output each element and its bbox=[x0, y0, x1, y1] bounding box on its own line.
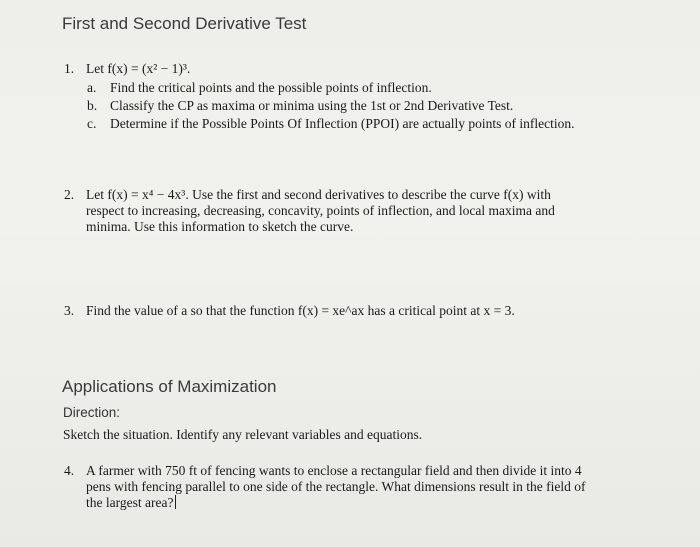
part-text: Classify the CP as maxima or minima using the 1st or 2nd Derivative Test. bbox=[110, 98, 514, 113]
section-title: First and Second Derivative Test bbox=[62, 14, 307, 33]
part-letter: a. bbox=[87, 80, 97, 95]
text-line[interactable] bbox=[86, 495, 585, 511]
part-letter: c. bbox=[87, 116, 97, 131]
section-title: Applications of Maximization bbox=[62, 377, 277, 396]
problem-statement: Let f(x) = (x² − 1)³. bbox=[86, 61, 191, 76]
text-line: minima. Use this information to sketch the curve. bbox=[86, 219, 354, 234]
text-line: Let f(x) = x⁴ − 4x³. Use the first and second derivatives to describe the curve f(x) with bbox=[86, 187, 551, 202]
text-cursor bbox=[175, 495, 176, 509]
text-line: respect to increasing, decreasing, concavity, points of inflection, and local maxima and bbox=[86, 203, 555, 218]
problem-number: 3. bbox=[64, 303, 75, 318]
direction-label: Direction: bbox=[63, 405, 121, 420]
part-text: Determine if the Possible Points Of Inflection (PPOI) are actually points of inflection. bbox=[110, 116, 575, 131]
problem-text bbox=[86, 303, 515, 319]
problem-text bbox=[86, 187, 555, 235]
problem-text bbox=[86, 463, 585, 511]
text-line-content: the largest area? bbox=[86, 495, 174, 510]
text-line: pens with fencing parallel to one side of the rectangle. What dimensions result in the field of bbox=[86, 479, 586, 494]
text-line: Find the value of a so that the function f(x) = xe^ax has a critical point at x = 3. bbox=[86, 303, 515, 318]
problem-number: 1. bbox=[64, 61, 75, 76]
part-letter: b. bbox=[87, 98, 98, 113]
problem-number: 4. bbox=[64, 463, 75, 478]
part-text: Find the critical points and the possible points of inflection. bbox=[110, 80, 432, 95]
problem-number: 2. bbox=[64, 187, 75, 202]
text-line: A farmer with 750 ft of fencing wants to enclose a rectangular field and then divide it into 4 bbox=[86, 463, 582, 478]
direction-text: Sketch the situation. Identify any relevant variables and equations. bbox=[63, 427, 423, 442]
